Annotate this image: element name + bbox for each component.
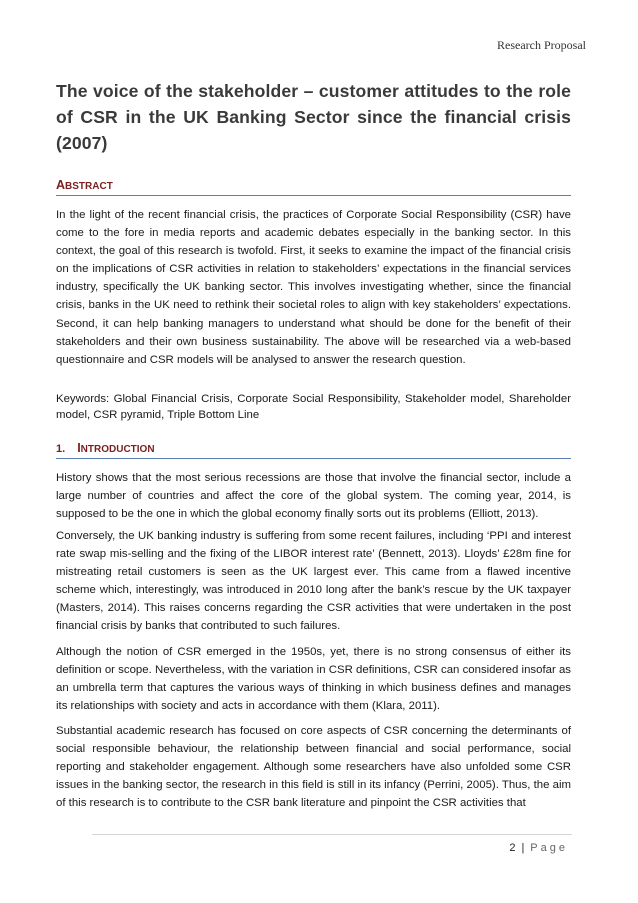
introduction-heading [56,441,571,459]
footer-divider [92,834,572,835]
document-title: The voice of the stakeholder – customer attitudes to the role of CSR in the UK Banking Sector since the financial crisis (2007) [56,81,571,153]
abstract-heading-rest: BSTRACT [65,181,113,192]
page-number: 2 [509,842,516,854]
introduction-heading-initial: I [77,441,81,455]
intro-paragraph: History shows that the most serious recessions are those that involve the financial sector, include a large number of countries and affect the core of the global system. The coming year, 2014, is supposed to be the one in which the global economy finally sorts out its problems (Elliott, 2013). [56,472,571,521]
footer-separator: | [521,842,525,854]
keywords: Keywords: Global Financial Crisis, Corporate Social Responsibility, Stakeholder model, Shareholder model, CSR pyramid, Triple Bottom Line [56,393,571,421]
running-header: Research Proposal [497,38,586,52]
abstract-body: In the light of the recent financial crisis, the practices of Corporate Social Responsibility (CSR) have come to the fore in media reports and academic debates especially in the banking sector. In this context, the goal of this research is twofold. First, it seeks to examine the impact of the financial crisis on the implications of CSR activities in relation to stakeholders’ expectations in the financial services industry, specifically the UK banking sector. This involves investigating whether, since the financial crisis, banks in the UK need to rethink their societal roles to align with key stakeholders’ expectations. Second, it can help banking managers to understand what should be done for the benefit of their stakeholders and their own business sustainability. The above will be researched via a web-based questionnaire and CSR models will be analysed to answer the research question. [56,209,571,366]
intro-paragraph: Conversely, the UK banking industry is suffering from some recent failures, including ‘PPI and interest rate swap mis-selling and the fixing of the LIBOR interest rate’ (Bennett, 2013). Lloyds’ £28m fine for mistreating retail customers is seen as the UK largest ever. This came from a flawed incentive scheme which, interestingly, was introduced in 2010 long after the bank’s rescue by the UK taxpayer (Masters, 2014). This raises concerns regarding the CSR activities that were undertaken in the post financial crisis by banks that contributed to such failures. [56,530,571,633]
page-label: Page [530,842,568,854]
intro-paragraph: Substantial academic research has focused on core aspects of CSR concerning the determinants of social responsible behaviour, the relationship between financial and social performance, social reporting and stakeholder engagement. Although some researchers have also unfolded some CSR issues in the banking sector, the research in this field is still in its infancy (Perrini, 2005). Thus, the aim of this research is to contribute to the CSR bank literature and pinpoint the CSR activities that [56,725,571,810]
abstract-heading-initial: A [56,178,66,192]
introduction-heading-rest: NTRODUCTION [80,444,155,455]
abstract-heading [56,178,571,196]
section-number: 1. [56,443,66,455]
page-footer [509,842,568,854]
intro-paragraph: Although the notion of CSR emerged in the 1950s, yet, there is no strong consensus of either its definition or scope. Nevertheless, with the variation in CSR definitions, CSR can considered insofar as an umbrella term that captures the various ways of thinking in which business defines and manages its relationships with society and acts in accordance with them (Klara, 2011). [56,646,571,713]
